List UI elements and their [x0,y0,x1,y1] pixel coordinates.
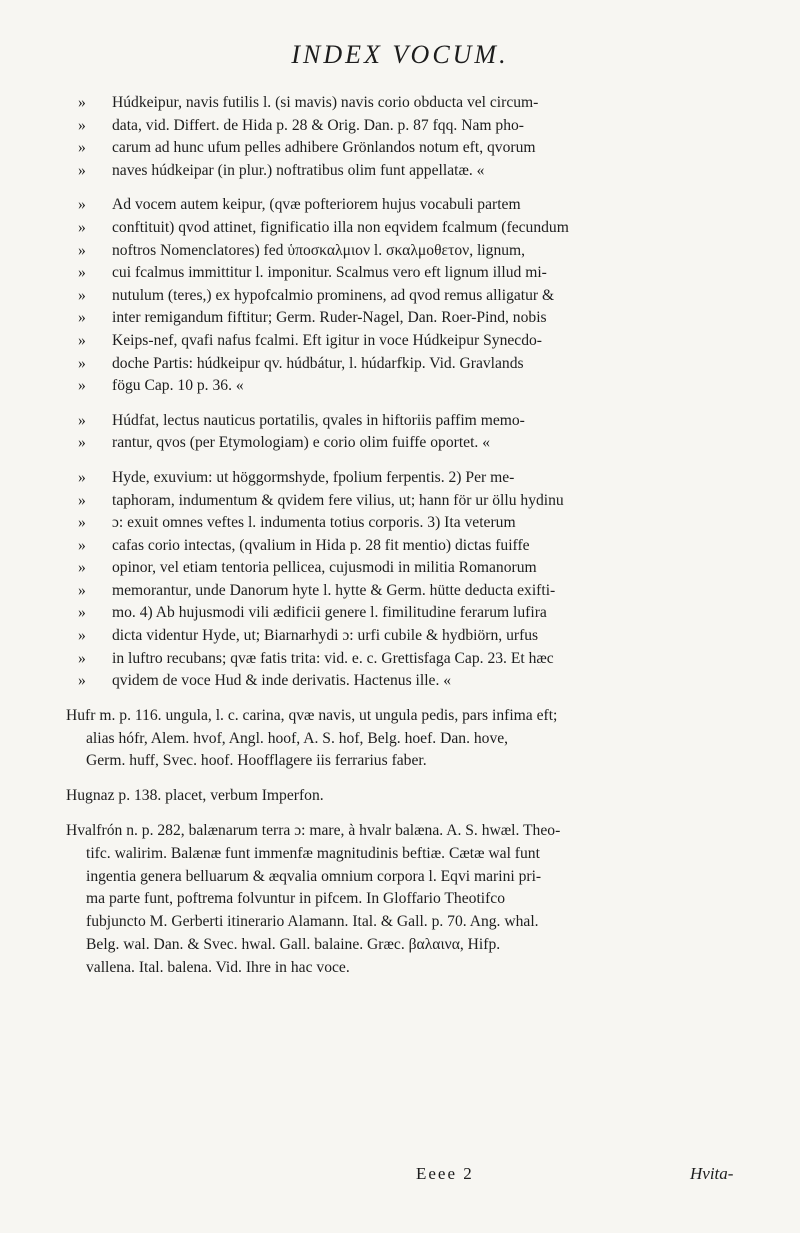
signature-mark: Eeee 2 [416,1164,474,1183]
text-line: » in luftro recubans; qvæ fatis trita: vid. e. c. Grettisfaga Cap. 23. Et hæc [78,649,554,667]
text-line: » opinor, vel etiam tentoria pellicea, cujusmodi in militia Romanorum [78,559,537,577]
entry-line: Hugnaz p. 138. placet, verbum Imperfon. [66,787,324,805]
text-line: » nutulum (teres,) ex hypofcalmio prominens, ad qvod remus alligatur & [78,286,555,304]
entry-line: Germ. huff, Svec. hoof. Hoofflagere iis ferrarius faber. [86,752,427,770]
entry-line: ingentia genera belluarum & æqvalia omnium corpora l. Eqvi marini pri- [86,867,542,885]
text-line: » inter remigandum fiftitur; Germ. Ruder-Nagel, Dan. Roer-Pind, nobis [78,309,547,327]
entry-hugnaz [66,785,776,808]
entry-line: vallena. Ital. balena. Vid. Ihre in hac voce. [86,958,350,976]
entry-line: ma parte funt, poftrema folvuntur in pifcem. In Gloffario Theotifco [86,890,506,908]
text-line: » Ad vocem autem keipur, (qvæ pofteriorem hujus vocabuli partem [78,196,521,214]
page-title: INDEX VOCUM. [291,40,509,69]
text-line: » cafas corio intectas, (qvalium in Hida p. 28 fit mentio) dictas fuiffe [78,536,530,554]
entry-line: Belg. wal. Dan. & Svec. hwal. Gall. balaine. Græc. βαλαινα, Hifp. [86,936,501,954]
text-line: » Húdkeipur, navis futilis l. (si mavis) navis corio obducta vel circum- [76,92,776,115]
quote-block-hudfat [76,410,776,455]
text-line: » qvidem de voce Hud & inde derivatis. Hactenus ille. « [78,672,452,690]
text-line: » Hyde, exuvium: ut höggormshyde, fpolium ferpentis. 2) Per me- [78,468,515,486]
text-line: » taphoram, indumentum & qvidem fere vilius, ut; hann för ur öllu hydinu [78,491,564,509]
entry-line: fubjuncto M. Gerberti itinerario Alamann. Ital. & Gall. p. 70. Ang. whal. [86,913,539,931]
text-line: » conftituit) qvod attinet, fignificatio illa non eqvidem fcalmum (fecundum [78,218,569,236]
index-entries [66,92,776,980]
entry-line: Hufr m. p. 116. ungula, l. c. carina, qvæ navis, ut ungula pedis, pars infima eft; [66,706,558,724]
entry-line: alias hófr, Alem. hvof, Angl. hoof, A. S. hof, Belg. hoef. Dan. hove, [86,729,509,747]
text-line: » ɔ: exuit omnes veftes l. indumenta totius corporis. 3) Ita veterum [78,514,516,532]
entry-line: Hvalfrón n. p. 282, balænarum terra ɔ: mare, à hvalr balæna. A. S. hwæl. Theo- [66,822,561,840]
text-line: » naves húdkeipar (in plur.) noftratibus olim funt appellatæ. « [78,161,485,179]
quote-block-hyde [76,467,776,693]
text-line: » mo. 4) Ab hujusmodi vili ædificii genere l. fimilitudine ferarum lufira [78,604,547,622]
entry-hufr [66,705,776,773]
text-line: » data, vid. Differt. de Hida p. 28 & Orig. Dan. p. 87 fqq. Nam pho- [78,116,524,134]
quote-block-keipur [76,194,776,397]
text-line: » memorantur, unde Danorum hyte l. hytte & Germ. hütte deducta exifti- [78,581,556,599]
entry-line: tifc. walirim. Balænæ funt immenfæ magnitudinis beftiæ. Cætæ wal funt [86,844,540,862]
text-line: » noftros Nomenclatores) fed ὑποσκαλμιον l. σκαλμοθετον, lignum, [78,241,526,259]
text-line: » carum ad hunc ufum pelles adhibere Grönlandos notum eft, qvorum [78,139,536,157]
text-line: » fögu Cap. 10 p. 36. « [78,377,244,395]
text-line: » rantur, qvos (per Etymologiam) e corio olim fuiffe oportet. « [78,434,491,452]
quote-mark: » [78,94,86,111]
quote-block-hudkeipur [76,92,776,182]
text-line: » Keips-nef, qvafi nafus fcalmi. Eft igitur in voce Húdkeipur Synecdo- [78,331,543,349]
entry-hvalfron [66,820,776,980]
catchword: Hvita- [690,1164,734,1183]
text-line: » cui fcalmus immittitur l. imponitur. Scalmus vero eft lignum illud mi- [78,264,547,282]
text-line: » doche Partis: húdkeipur qv. húdbátur, l. húdarfkip. Vid. Gravlands [78,354,524,372]
text-line: » dicta videntur Hyde, ut; Biarnarhydi ɔ: urfi cubile & hydbiörn, urfus [78,627,539,645]
text-line: » Húdfat, lectus nauticus portatilis, qvales in hiftoriis paffim memo- [78,411,525,429]
